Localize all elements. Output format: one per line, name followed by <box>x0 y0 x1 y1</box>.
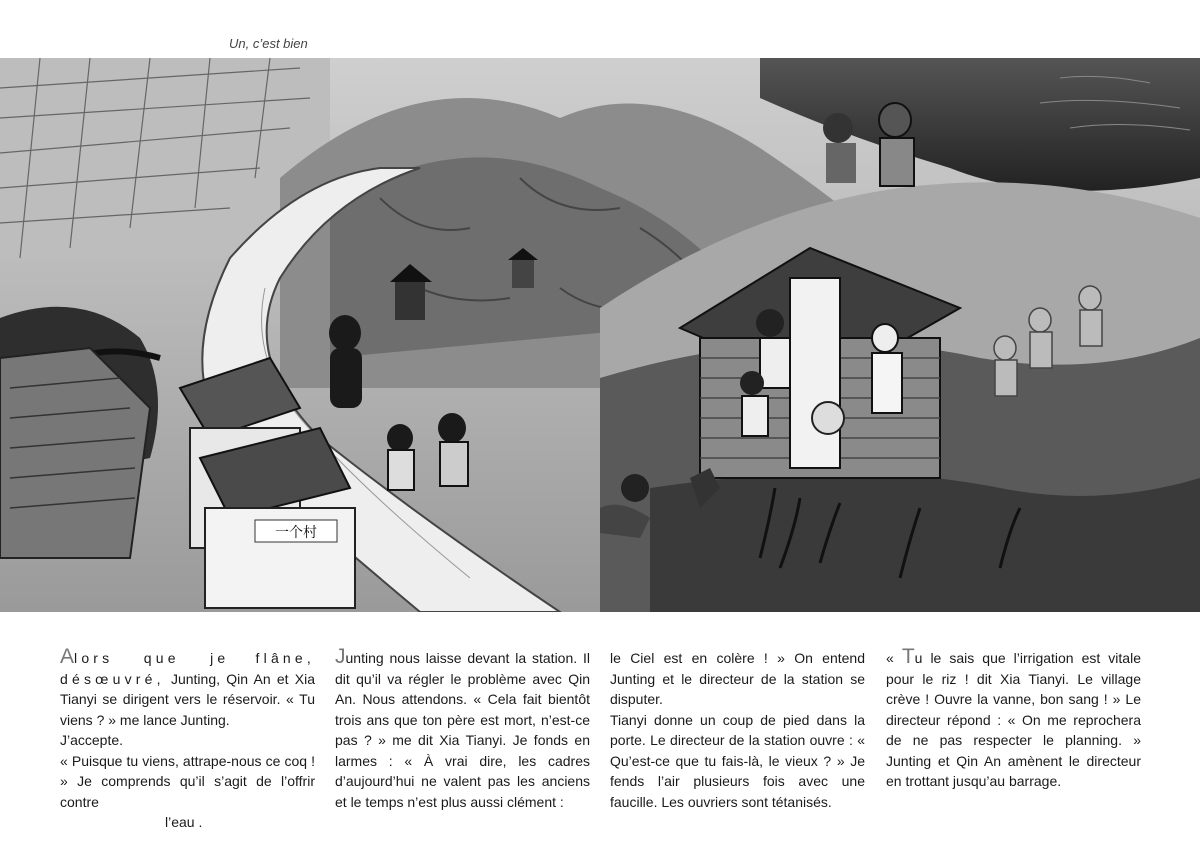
paragraph-text: u le sais que l’irrigation est vitale pour le riz ! dit Xia Tianyi. Le village crève ! Ouvre la vanne, bon sang ! » Le directeur répond : « On me reprochera de ne pas respecter le planning. » Junting et Qin An amènent le directeur en trottant jusqu’au barrage. <box>886 650 1141 789</box>
text-line: flâne, désœuvré, <box>60 650 315 687</box>
text-line: « Puisque tu viens, attrape-nous ce coq ! » <box>60 752 315 789</box>
text-column-3 <box>610 648 865 812</box>
text-line: l’eau . <box>165 814 203 830</box>
text-column-1 <box>60 645 316 833</box>
dropcap: J <box>335 645 346 668</box>
village-painting-icon <box>0 58 1200 612</box>
paragraph-text: Tianyi donne un coup de pied dans la porte. Le directeur de la station ouvre : « Qu’est-ce que tu fais-là, le vieux ? » Je fends l’air plusieurs fois avec une faucille. Les ouvriers sont tétanisés. <box>610 711 865 810</box>
text-line: J’accepte. <box>60 732 124 748</box>
text-line: Je comprends qu’il s’agit de l’offrir contre <box>60 773 315 810</box>
dropcap: A <box>60 645 75 668</box>
text-line: le réservoir. « Tu viens ? » me lance Junting. <box>60 691 316 728</box>
village-sign: 一个村 <box>275 525 317 541</box>
text-column-4 <box>886 645 1141 792</box>
dropcap: T <box>901 645 915 668</box>
paragraph-text: unting nous laisse devant la station. Il dit qu’il va régler le problème avec Qin An. Nous attendons. « Cela fait bientôt trois ans que ton père est mort, n’est-ce pas ? » me dit Xia Tianyi. Je fonds en larmes : « À vrai dire, les cadres d’aujourd’hui ne valent pas les anciens et le temps n’est plus aussi clément : <box>335 650 590 810</box>
running-head: Un, c’est bien <box>229 36 308 51</box>
paragraph-text: le Ciel est en colère ! » On entend Junting et le directeur de la station se disputer. <box>610 650 865 707</box>
ink-illustration <box>0 58 1200 612</box>
text-line: lors que je <box>74 650 230 666</box>
text-column-2 <box>335 645 590 812</box>
quote-prefix: « <box>886 650 902 666</box>
text-line: Junting, Qin An et Xia Tianyi se dirigent vers <box>60 670 316 707</box>
